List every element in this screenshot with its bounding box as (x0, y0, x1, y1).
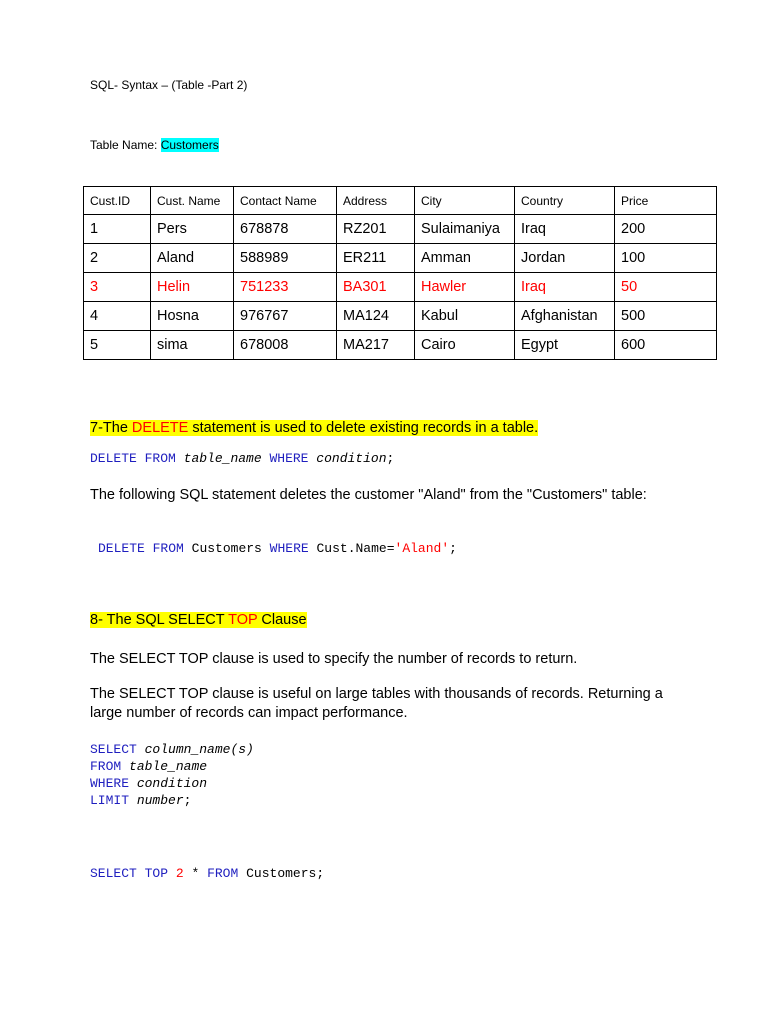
table-cell: Hosna (151, 302, 234, 331)
table-name-value: Customers (160, 138, 219, 152)
table-cell: 976767 (234, 302, 337, 331)
table-cell: Cairo (415, 331, 515, 360)
col-header: Address (337, 187, 415, 215)
table-cell: 4 (84, 302, 151, 331)
table-cell: Helin (151, 273, 234, 302)
table-cell: 2 (84, 244, 151, 273)
col-header: Cust.ID (84, 187, 151, 215)
table-row (84, 331, 717, 360)
delete-example: DELETE FROM Customers WHERE Cust.Name='Aland'; (98, 541, 457, 556)
table-cell: Aland (151, 244, 234, 273)
table-cell: Iraq (515, 273, 615, 302)
table-cell: 5 (84, 331, 151, 360)
table-cell: 500 (615, 302, 717, 331)
delete-description: The following SQL statement deletes the customer "Aland" from the "Customers" table: (90, 487, 647, 503)
table-cell: MA124 (337, 302, 415, 331)
table-cell: 678008 (234, 331, 337, 360)
select-top-description-1: The SELECT TOP clause is used to specify the number of records to return. (90, 651, 578, 667)
table-row (84, 302, 717, 331)
col-header: City (415, 187, 515, 215)
col-header: Country (515, 187, 615, 215)
section7-heading: 7-The DELETE statement is used to delete existing records in a table. (90, 420, 539, 436)
table-cell: Iraq (515, 215, 615, 244)
table-cell: Sulaimaniya (415, 215, 515, 244)
table-cell: ER211 (337, 244, 415, 273)
table-cell: 1 (84, 215, 151, 244)
col-header: Contact Name (234, 187, 337, 215)
table-cell: 600 (615, 331, 717, 360)
table-row (84, 244, 717, 273)
delete-keyword: DELETE (131, 420, 189, 436)
table-cell: RZ201 (337, 215, 415, 244)
top-keyword: TOP (228, 612, 258, 628)
table-row-highlighted (84, 273, 717, 302)
select-top-syntax: SELECT column_name(s) FROM table_name WHERE condition LIMIT number; (90, 742, 254, 808)
table-cell: Egypt (515, 331, 615, 360)
table-cell: 100 (615, 244, 717, 273)
table-name-label: Table Name: (90, 138, 161, 152)
customers-table (83, 186, 717, 360)
table-cell: Kabul (415, 302, 515, 331)
table-cell: Hawler (415, 273, 515, 302)
table-cell: Pers (151, 215, 234, 244)
table-cell: 751233 (234, 273, 337, 302)
table-cell: 50 (615, 273, 717, 302)
document-title: SQL- Syntax – (Table -Part 2) (90, 78, 248, 92)
table-cell: Amman (415, 244, 515, 273)
select-top-description-2: The SELECT TOP clause is useful on large tables with thousands of records. Returning a large number of records can impact performance. (90, 686, 663, 721)
table-cell: Jordan (515, 244, 615, 273)
table-row (84, 215, 717, 244)
table-cell: BA301 (337, 273, 415, 302)
select-top-example: SELECT TOP 2 * FROM Customers; (90, 866, 325, 881)
table-name-line (90, 138, 219, 152)
table-cell: 588989 (234, 244, 337, 273)
table-cell: Afghanistan (515, 302, 615, 331)
section8-heading: 8- The SQL SELECT TOP Clause (90, 612, 307, 628)
col-header: Price (615, 187, 717, 215)
table-cell: MA217 (337, 331, 415, 360)
delete-syntax: DELETE FROM table_name WHERE condition; (90, 451, 395, 466)
table-cell: 3 (84, 273, 151, 302)
col-header: Cust. Name (151, 187, 234, 215)
table-header-row (84, 187, 717, 215)
table-cell: sima (151, 331, 234, 360)
table-cell: 200 (615, 215, 717, 244)
table-cell: 678878 (234, 215, 337, 244)
